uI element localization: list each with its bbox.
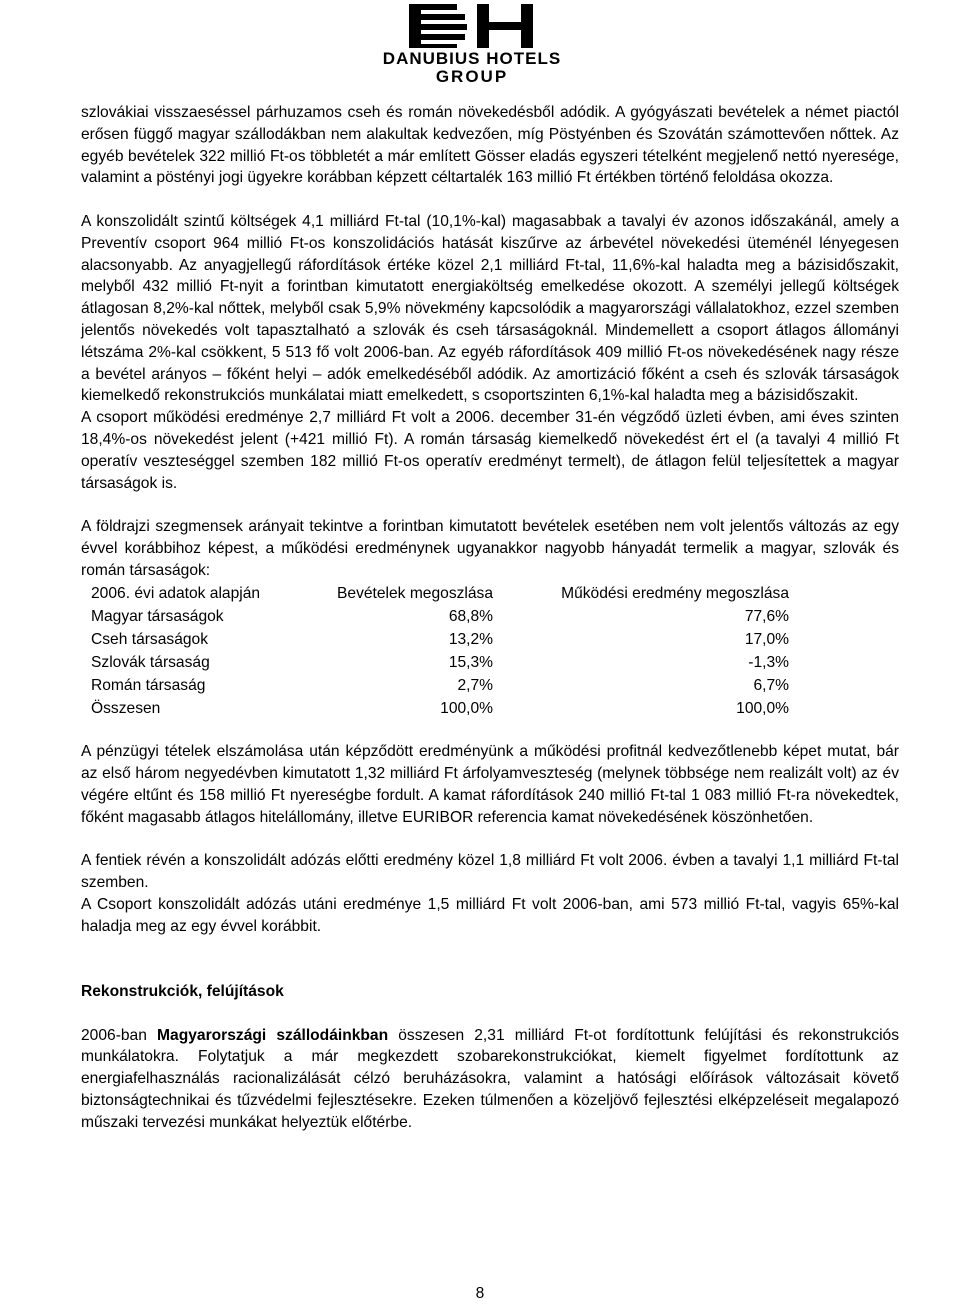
paragraph-reconstruction bbox=[81, 1025, 899, 1134]
table-cell: Magyar társaságok bbox=[91, 607, 224, 625]
table-header-cell: 2006. évi adatok alapján bbox=[91, 584, 261, 602]
dh-monogram-icon bbox=[397, 2, 547, 48]
table-row bbox=[91, 605, 789, 628]
paragraph-aftertax-result: A Csoport konszolidált adózás utáni eredménye 1,5 milliárd Ft volt 2006-ban, ami 573 millió Ft-tal, vagyis 65%-kal haladja meg az egy évvel korábbit. bbox=[81, 895, 899, 935]
section-heading: Rekonstrukciók, felújítások bbox=[81, 983, 284, 1001]
table-cell: 6,7% bbox=[753, 676, 790, 694]
table-cell: Román társaság bbox=[91, 676, 206, 694]
table-row bbox=[91, 674, 789, 697]
logo-text-line2: GROUP bbox=[435, 67, 509, 86]
text-span: összesen 2,31 milliárd Ft-ot fordítottunk felújítási és rekonstrukciós munkálatokra. Folytatjuk a már megkezdett szobarekonstrukciókat, kiemelt figyelmet fordítottunk az energiafelhasználás racionalizálását célzó beruházásokra, valamint a hatósági előírások változásait követő biztonságtechnikai és tűzvédelmi fejlesztésekre. Ezeken túlmenően a közeljövő fejlesztési elképzeléseit megalapozó műszaki tervezési munkákat helyeztük előtérbe. bbox=[81, 1026, 900, 1131]
paragraph-segments: A földrajzi szegmensek arányait tekintve a forintban kimutatott bevételek esetében nem volt jelentős változás az egy évvel korábbihoz képest, a működési eredménynek ugyanakkor nagyobb hányadát termelik a magyar, szlovák és román társaságok: bbox=[81, 518, 899, 579]
table-cell: 13,2% bbox=[448, 630, 494, 648]
table-cell: 2,7% bbox=[457, 676, 494, 694]
table-cell: Cseh társaságok bbox=[91, 630, 209, 648]
table-cell: 17,0% bbox=[744, 630, 790, 648]
table-cell: 68,8% bbox=[448, 607, 494, 625]
table-cell: 77,6% bbox=[744, 607, 790, 625]
paragraph-pretax-result: A fentiek révén a konszolidált adózás előtti eredmény közel 1,8 milliárd Ft volt 2006. évben a tavalyi 1,1 milliárd Ft-tal szemben. bbox=[81, 852, 899, 892]
table-row bbox=[91, 651, 789, 674]
table-cell: Szlovák társaság bbox=[91, 653, 210, 671]
table-cell: 100,0% bbox=[736, 699, 790, 717]
table-cell: 100,0% bbox=[440, 699, 494, 717]
table-row bbox=[91, 697, 789, 720]
table-cell: 15,3% bbox=[448, 653, 494, 671]
table-header-cell: Működési eredmény megoszlása bbox=[561, 584, 790, 602]
text-span: 2006-ban bbox=[81, 1026, 158, 1044]
table-header-cell: Bevételek megoszlása bbox=[337, 584, 494, 602]
table-cell: -1,3% bbox=[748, 653, 790, 671]
page-number: 8 bbox=[475, 1285, 485, 1302]
paragraph-financial-items: A pénzügyi tételek elszámolása után képződött eredményünk a működési profitnál kedvezőtlenebb képet mutat, bár az első három negyedévben kimutatott 1,32 milliárd Ft árfolyamveszteség (melynek többsége nem realizált volt) az év végére eltűnt és 158 millió Ft nyereségbe fordult. A kamat ráfordítások 240 millió Ft-tal 1 083 millió Ft-ra növekedtek, főként magasabb átlagos hitelállomány, illetve EURIBOR referencia kamat növekedésének köszönhetően. bbox=[81, 743, 899, 826]
segment-distribution-table bbox=[91, 582, 789, 720]
table-header-row bbox=[91, 582, 789, 605]
main-content bbox=[81, 102, 899, 1134]
table-row bbox=[91, 628, 789, 651]
paragraph-operating-result: A csoport működési eredménye 2,7 milliárd Ft volt a 2006. december 31-én végződő üzleti évben, ami éves szinten 18,4%-os növekedést jelent (+421 millió Ft). A román társaság kiemelkedő növekedést ért el (a tavalyi 4 millió Ft operatív veszteséggel szemben 182 millió Ft-os operatív eredményt termelt), de átlagon felül teljesítettek a magyar társaságok is. bbox=[81, 409, 899, 492]
company-logo bbox=[352, 2, 592, 88]
paragraph-costs: A konszolidált szintű költségek 4,1 milliárd Ft-tal (10,1%-kal) magasabbak a tavalyi év azonos időszakánál, amely a Preventív csoport 964 millió Ft-os konszolidációs hatását kiszűrve az árbevétel növekedési üteménél lényegesen alacsonyabb. Az anyagjellegű ráfordítások értéke közel 2,1 milliárd Ft-tal, 11,6%-kal haladta meg a bázisidőszakit, melyből 432 millió Ft-nyit a forintban kimutatott energiaköltség emelkedése okozott. A személyi jellegű költségek átlagosan 8,2%-kal nőttek, melyből csak 5,9% növekmény kapcsolódik a magyarországi vállalatokhoz, ezzel szemben jelentős növekedés volt tapasztalható a szlovák és cseh társaságoknál. Mindemellett a csoport átlagos állományi létszáma 2%-kal csökkent, 5 513 fő volt 2006-ban. Az egyéb ráfordítások 409 millió Ft-os növekedésének nagy része a bevétel arányos – főként helyi – adók emelkedéséből adódik. Az amortizáció főként a cseh és szlovák társaságok kiemelkedő rekonstrukciós munkálatai miatt emelkedett, s csoportszinten 6,1%-kal haladta meg a bázisidőszakit. bbox=[81, 212, 899, 405]
logo-text-line1: DANUBIUS HOTELS bbox=[382, 49, 562, 68]
paragraph-revenue: szlovákiai visszaeséssel párhuzamos cseh és román növekedésből adódik. A gyógyászati bevételek a német piactól erősen függő magyar szállodákban nem alakultak kedvezően, míg Pöstyénben és Szovátán számottevően nőttek. Az egyéb bevételek 322 millió Ft-os többletét a már említett Gösser eladás egyszeri tételként megjelenő nettó nyeresége, valamint a pöstényi jogi ügyekre korábban képzett céltartalék 163 millió Ft értékben történő feloldása okozza. bbox=[81, 104, 899, 187]
bold-text: Magyarországi szállodáinkban bbox=[157, 1026, 389, 1044]
table-cell: Összesen bbox=[91, 699, 161, 717]
